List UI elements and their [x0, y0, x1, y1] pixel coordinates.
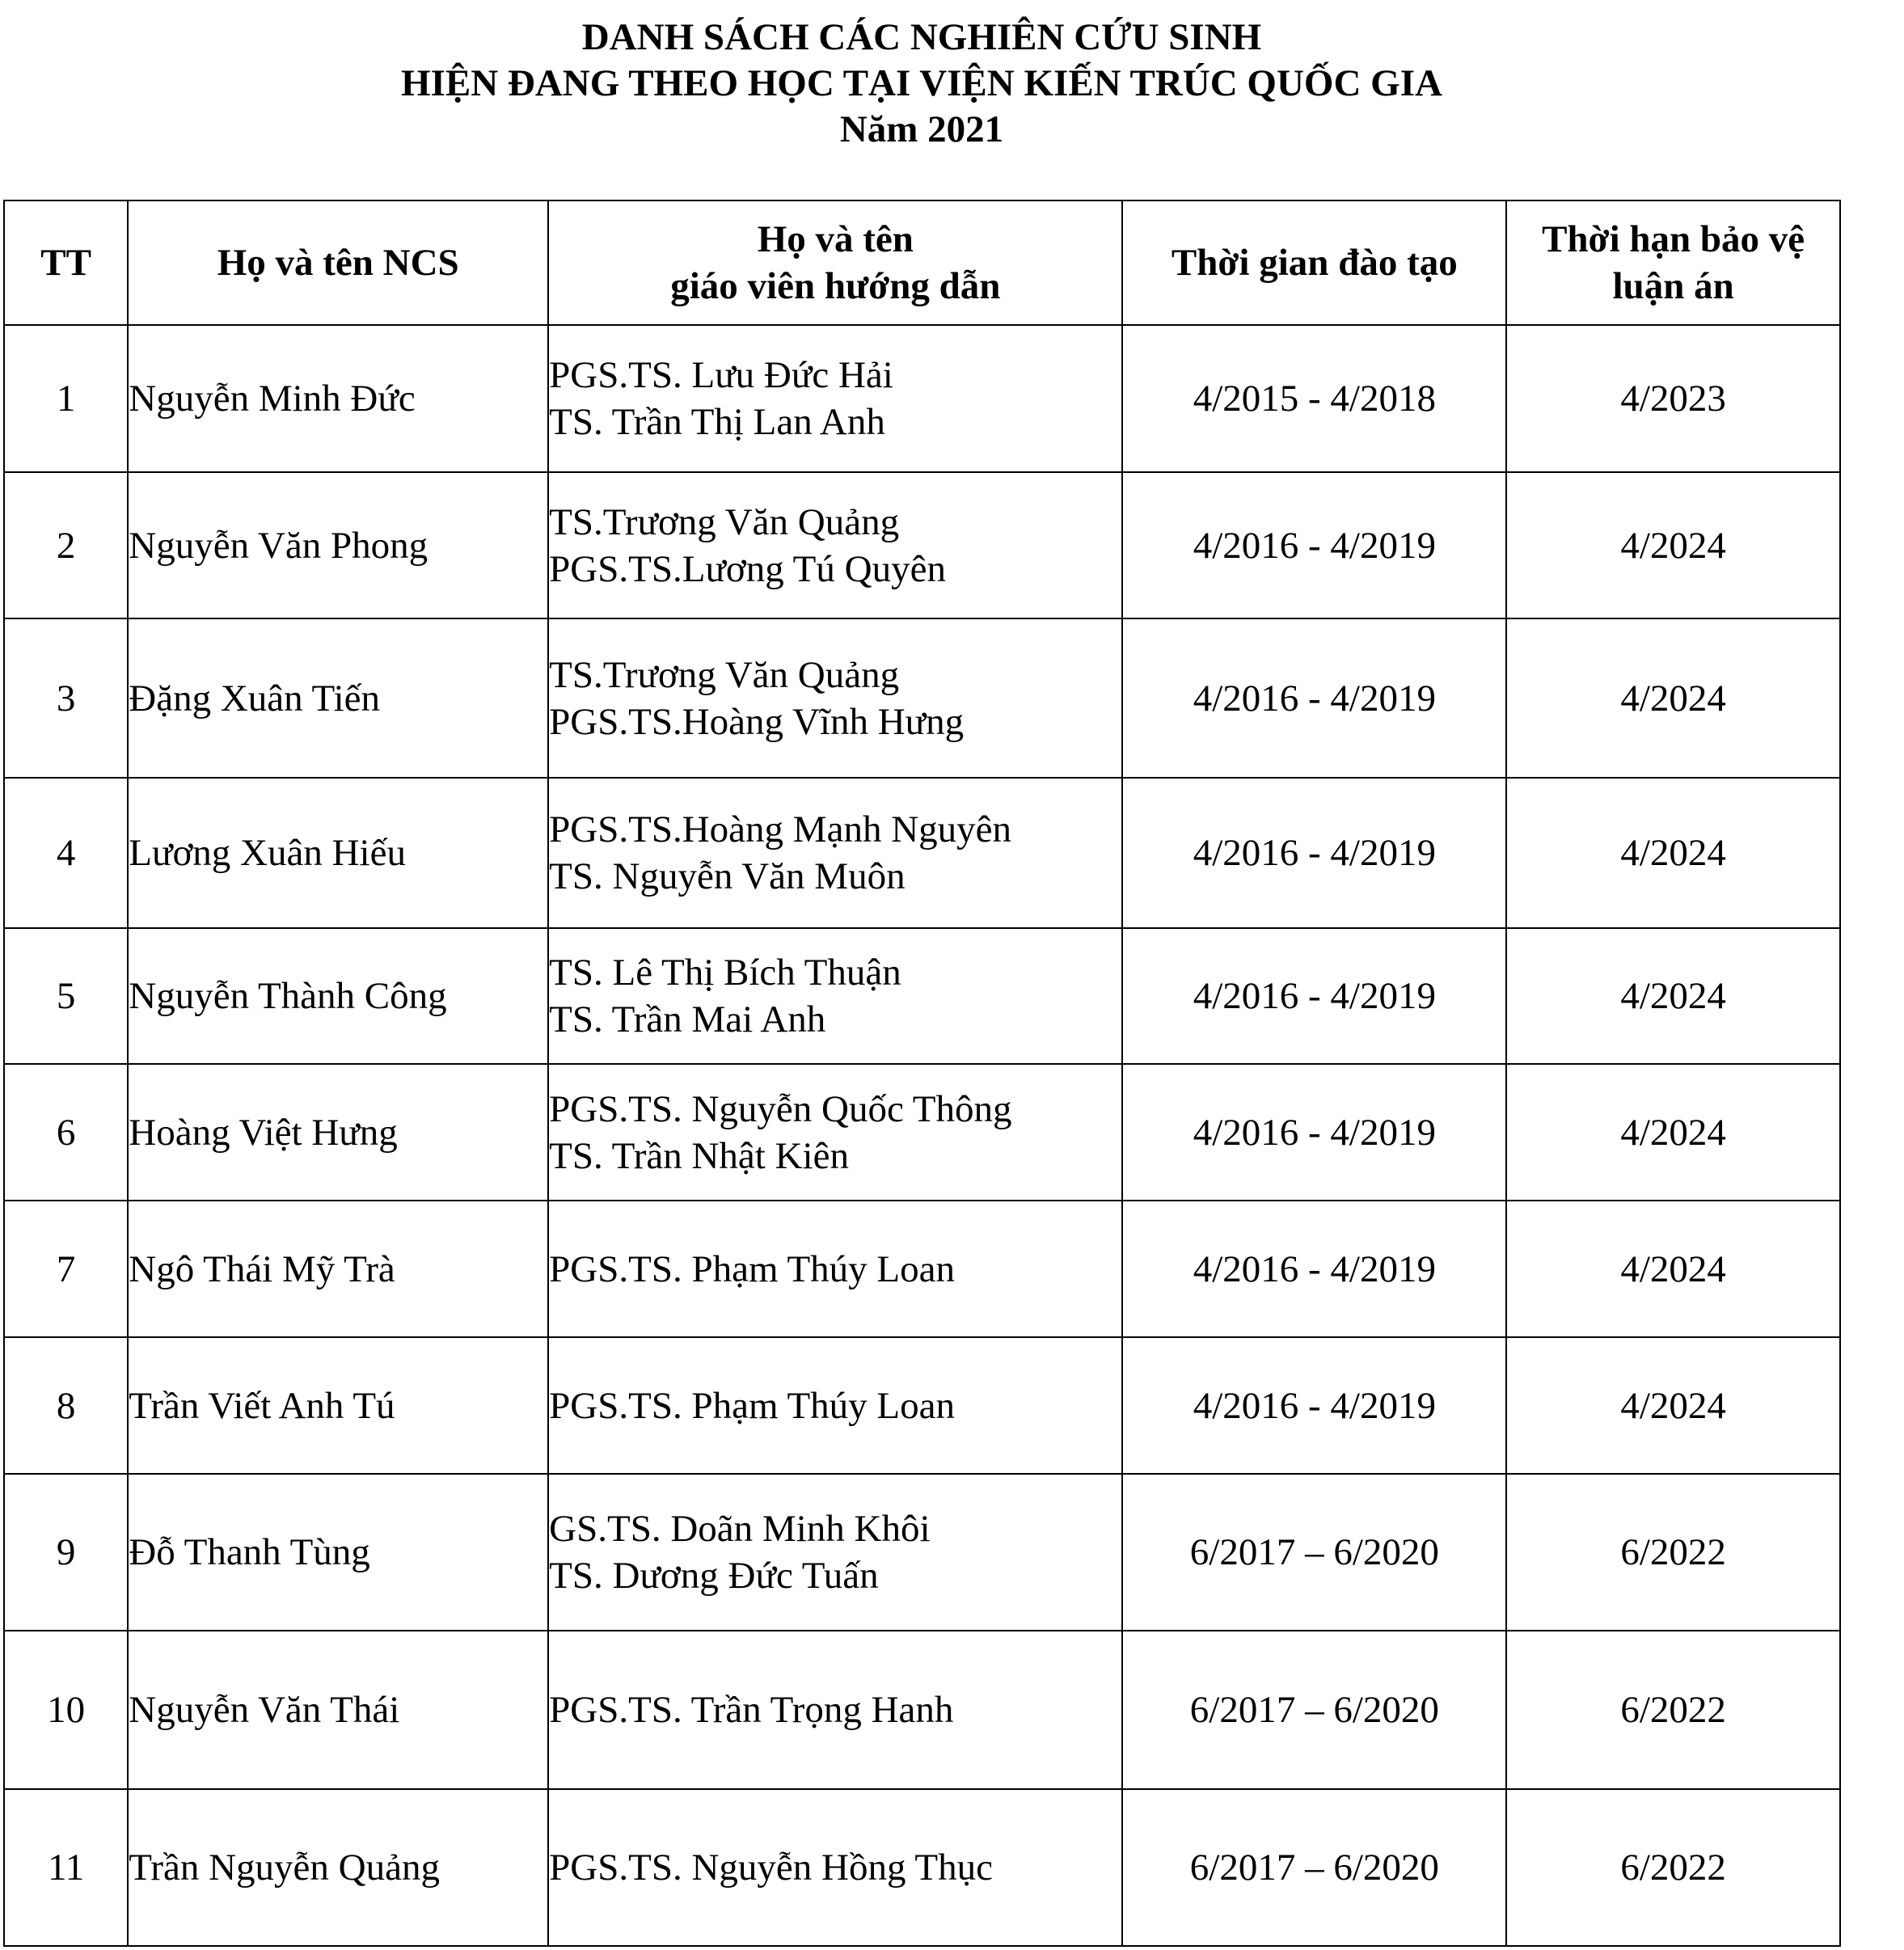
defense-deadline: 4/2024: [1506, 472, 1840, 618]
row-number: 1: [4, 325, 128, 472]
defense-deadline: 4/2024: [1506, 1337, 1840, 1474]
table-row: [4, 1201, 1840, 1337]
training-period: 6/2017 – 6/2020: [1122, 1631, 1506, 1789]
title-line-2: HIỆN ĐANG THEO HỌC TẠI VIỆN KIẾN TRÚC QUỐC GIA: [401, 62, 1442, 104]
row-number: 9: [4, 1474, 128, 1631]
advisor-1: TS.Trương Văn Quảng: [549, 653, 900, 696]
title-line-1: DANH SÁCH CÁC NGHIÊN CỨU SINH: [581, 16, 1262, 58]
defense-deadline: 4/2024: [1506, 778, 1840, 928]
advisor-1: TS.Trương Văn Quảng: [549, 500, 900, 543]
header-tt: TT: [4, 200, 128, 325]
advisor-2: TS. Trần Mai Anh: [549, 998, 826, 1040]
student-name: Nguyễn Văn Phong: [128, 472, 548, 618]
training-period: 4/2016 - 4/2019: [1122, 778, 1506, 928]
training-period: 4/2016 - 4/2019: [1122, 1337, 1506, 1474]
student-name: Đặng Xuân Tiến: [128, 618, 548, 778]
advisors: [548, 1201, 1122, 1337]
header-student-name: Họ và tên NCS: [128, 200, 548, 325]
student-name: Trần Nguyễn Quảng: [128, 1789, 548, 1946]
advisors: [548, 928, 1122, 1064]
student-name: Nguyễn Thành Công: [128, 928, 548, 1064]
table-header-row: [4, 200, 1840, 325]
advisor-1: PGS.TS.Hoàng Mạnh Nguyên: [549, 808, 1011, 850]
advisor-2: TS. Trần Thị Lan Anh: [549, 401, 885, 443]
row-number: 4: [4, 778, 128, 928]
advisor-1: PGS.TS. Trần Trọng Hanh: [549, 1689, 954, 1731]
advisor-1: PGS.TS. Phạm Thúy Loan: [549, 1384, 955, 1427]
training-period: 4/2016 - 4/2019: [1122, 928, 1506, 1064]
row-number: 8: [4, 1337, 128, 1474]
table-row: [4, 1064, 1840, 1201]
phd-students-table: [3, 200, 1841, 1947]
training-period: 4/2016 - 4/2019: [1122, 472, 1506, 618]
student-name: Hoàng Việt Hưng: [128, 1064, 548, 1201]
defense-deadline: 4/2024: [1506, 928, 1840, 1064]
defense-deadline: 4/2024: [1506, 1201, 1840, 1337]
training-period: 6/2017 – 6/2020: [1122, 1474, 1506, 1631]
advisor-2: TS. Trần Nhật Kiên: [549, 1134, 849, 1177]
header-defense-deadline: Thời hạn bảo vệ luận án: [1506, 200, 1840, 325]
advisors: [548, 618, 1122, 778]
advisor-1: TS. Lê Thị Bích Thuận: [549, 952, 901, 994]
advisor-2: PGS.TS.Lương Tú Quyên: [549, 547, 946, 590]
defense-deadline: 6/2022: [1506, 1631, 1840, 1789]
advisors: [548, 325, 1122, 472]
student-name: Nguyễn Văn Thái: [128, 1631, 548, 1789]
table-row: [4, 1789, 1840, 1946]
advisor-1: PGS.TS. Nguyễn Hồng Thục: [549, 1847, 993, 1889]
advisor-2: TS. Dương Đức Tuấn: [549, 1555, 879, 1597]
header-advisor: Họ và tên giáo viên hướng dẫn: [548, 200, 1122, 325]
student-name: Nguyễn Minh Đức: [128, 325, 548, 472]
table-row: [4, 618, 1840, 778]
training-period: 4/2015 - 4/2018: [1122, 325, 1506, 472]
document-title: [0, 15, 1843, 153]
advisors: [548, 1474, 1122, 1631]
advisor-2: PGS.TS.Hoàng Vĩnh Hưng: [549, 700, 965, 743]
advisors: [548, 1789, 1122, 1946]
advisor-2: TS. Nguyễn Văn Muôn: [549, 855, 906, 897]
training-period: 4/2016 - 4/2019: [1122, 1201, 1506, 1337]
table-row: [4, 778, 1840, 928]
student-name: Đỗ Thanh Tùng: [128, 1474, 548, 1631]
student-name: Trần Viết Anh Tú: [128, 1337, 548, 1474]
table-row: [4, 1337, 1840, 1474]
defense-deadline: 6/2022: [1506, 1474, 1840, 1631]
row-number: 7: [4, 1201, 128, 1337]
row-number: 5: [4, 928, 128, 1064]
advisors: [548, 1064, 1122, 1201]
advisors: [548, 1337, 1122, 1474]
defense-deadline: 4/2024: [1506, 618, 1840, 778]
advisor-1: GS.TS. Doãn Minh Khôi: [549, 1508, 931, 1550]
advisors: [548, 778, 1122, 928]
header-training-period: Thời gian đào tạo: [1122, 200, 1506, 325]
row-number: 11: [4, 1789, 128, 1946]
table-row: [4, 472, 1840, 618]
advisor-1: PGS.TS. Lưu Đức Hải: [549, 354, 893, 396]
table-row: [4, 1631, 1840, 1789]
advisor-1: PGS.TS. Phạm Thúy Loan: [549, 1247, 955, 1290]
defense-deadline: 4/2024: [1506, 1064, 1840, 1201]
student-name: Lương Xuân Hiếu: [128, 778, 548, 928]
advisor-1: PGS.TS. Nguyễn Quốc Thông: [549, 1087, 1012, 1130]
table-row: [4, 325, 1840, 472]
row-number: 6: [4, 1064, 128, 1201]
defense-deadline: 6/2022: [1506, 1789, 1840, 1946]
student-name: Ngô Thái Mỹ Trà: [128, 1201, 548, 1337]
row-number: 10: [4, 1631, 128, 1789]
table-row: [4, 1474, 1840, 1631]
training-period: 4/2016 - 4/2019: [1122, 618, 1506, 778]
advisors: [548, 472, 1122, 618]
advisors: [548, 1631, 1122, 1789]
defense-deadline: 4/2023: [1506, 325, 1840, 472]
row-number: 2: [4, 472, 128, 618]
training-period: 6/2017 – 6/2020: [1122, 1789, 1506, 1946]
title-year: Năm 2021: [839, 108, 1004, 150]
table-row: [4, 928, 1840, 1064]
training-period: 4/2016 - 4/2019: [1122, 1064, 1506, 1201]
row-number: 3: [4, 618, 128, 778]
